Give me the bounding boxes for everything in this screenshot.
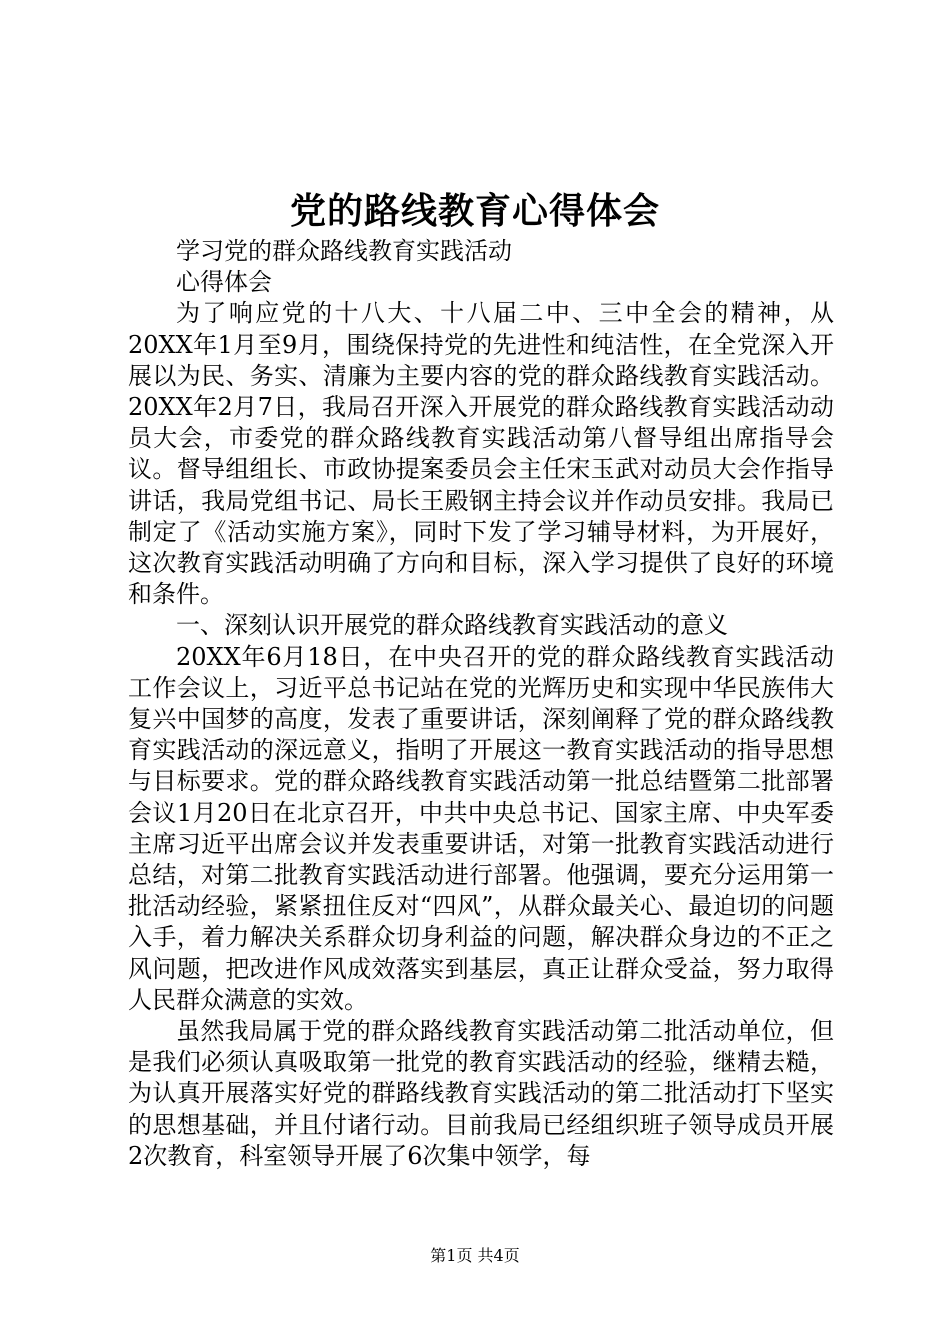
subtitle-line: 心得体会 — [176, 268, 272, 297]
document-title: 党的路线教育心得体会 — [289, 190, 660, 232]
page-number-footer: 第1页 共4页 — [430, 1246, 520, 1265]
body-paragraph: 20XX年6月18日，在中央召开的党的群众路线教育实践活动工作会议上，习近平总书记站在党的光辉历史和实现中华民族伟大复兴中国梦的高度，发表了重要讲话，深刻阐释了党的群众路线教育实践活动的深远意义，指明了开展这一教育实践活动的指导思想与目标要求。党的群众路线教育实践活动第一批总结暨第二批部署会议1月20日在北京召开，中共中央总书记、国家主席、中央军委主席习近平出席会议并发表重要讲话，对第一批教育实践活动进行总结，对第二批教育实践活动进行部署。他强调，要充分运用第一批活动经验，紧紧扭住反对“四风”，从群众最关心、最迫切的问题入手，着力解决关系群众切身利益的问题，解决群众身边的不正之风问题，把改进作风成效落实到基层，真正让群众受益，努力取得人民群众满意的实效。 — [128, 642, 834, 1014]
document-body — [128, 236, 834, 1172]
subtitle-line: 学习党的群众路线教育实践活动 — [176, 237, 512, 265]
section-heading: 一、深刻认识开展党的群众路线教育实践活动的意义 — [176, 611, 728, 640]
body-paragraph: 虽然我局属于党的群众路线教育实践活动第二批活动单位，但是我们必须认真吸取第一批党的教育实践活动的经验，继精去糙，为认真开展落实好党的群路线教育实践活动的第二批活动打下坚实的思想基础，并且付诸行动。目前我局已经组织班子领导成员开展2次教育，科室领导开展了6次集中领学，每 — [128, 1017, 834, 1170]
body-paragraph: 为了响应党的十八大、十八届二中、三中全会的精神，从20XX年1月至9月，围绕保持党的先进性和纯洁性，在全党深入开展以为民、务实、清廉为主要内容的党的群众路线教育实践活动。20XX年2月7日，我局召开深入开展党的群众路线教育实践活动动员大会，市委党的群众路线教育实践活动第八督导组出席指导会议。督导组组长、市政协提案委员会主任宋玉武对动员大会作指导讲话，我局党组书记、局长王殿钢主持会议并作动员安排。我局已制定了《活动实施方案》，同时下发了学习辅导材料，为开展好，这次教育实践活动明确了方向和目标，深入学习提供了良好的环境和条件。 — [128, 299, 834, 609]
